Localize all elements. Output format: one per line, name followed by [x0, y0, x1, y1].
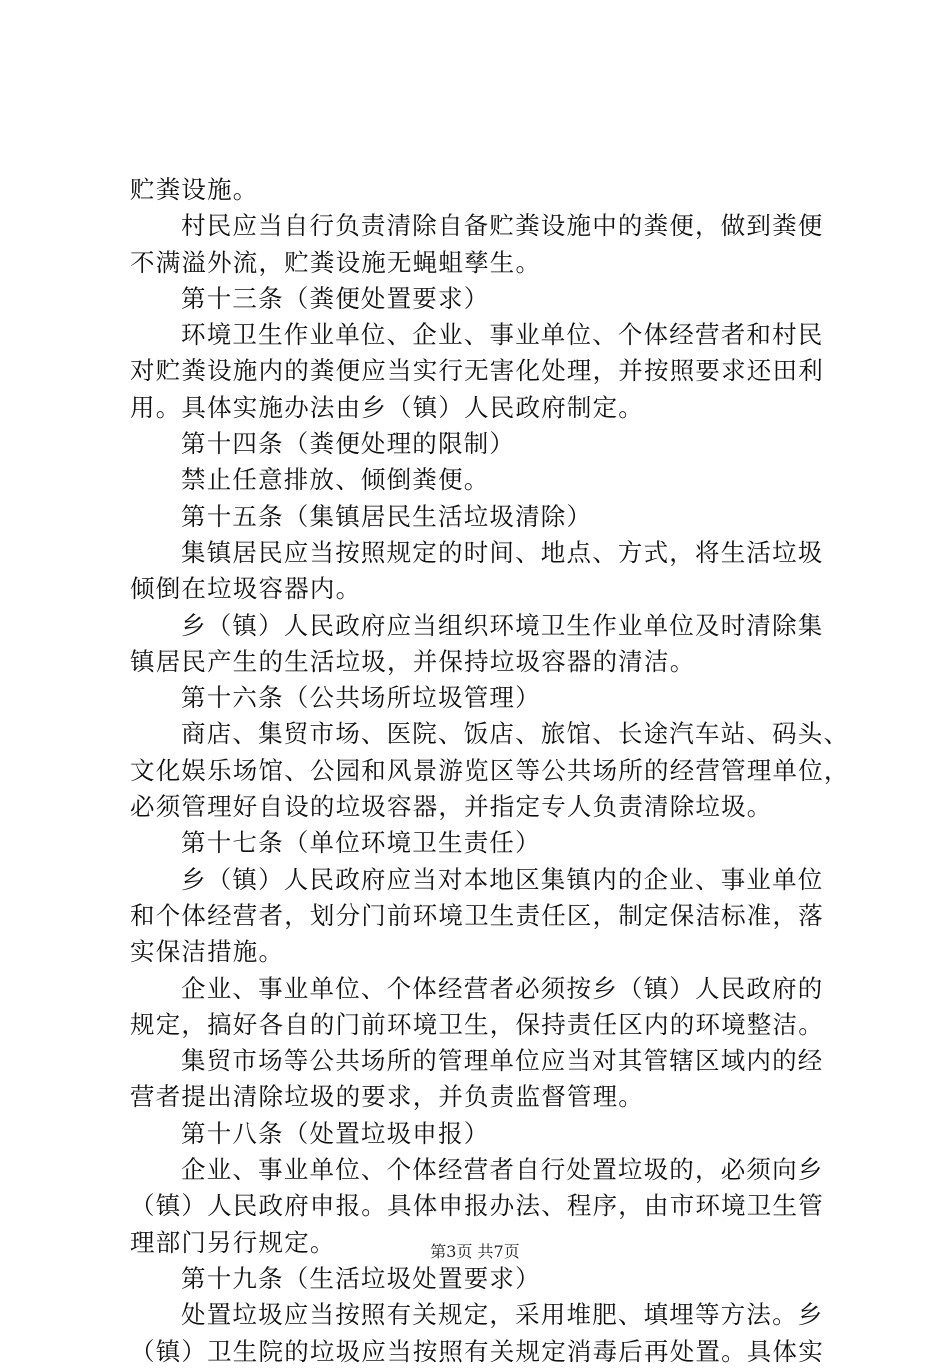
text-line: 理部门另行规定。 — [130, 1227, 336, 1257]
text-line: 倾倒在垃圾容器内。 — [130, 574, 362, 604]
page-number: 第3页 共7页 — [430, 1242, 520, 1261]
text-line: 贮粪设施。 — [130, 175, 259, 204]
text-line: 用。具体实施办法由乡（镇）人民政府制定。 — [130, 392, 644, 422]
text-line: 规定，搞好各自的门前环境卫生，保持责任区内的环境整洁。 — [130, 1009, 824, 1039]
text-line: 文化娱乐场馆、公园和风景游览区等公共场所的经营管理单位， — [130, 755, 850, 785]
article-heading: 第十五条（集镇居民生活垃圾清除） — [181, 501, 593, 531]
text-line: （镇）人民政府申报。具体申报办法、程序，由市环境卫生管 — [130, 1191, 824, 1221]
text-line: 企业、事业单位、个体经营者自行处置垃圾的，必须向乡 — [181, 1155, 824, 1185]
text-line: 企业、事业单位、个体经营者必须按乡（镇）人民政府的 — [181, 973, 824, 1003]
text-line: 集贸市场等公共场所的管理单位应当对其管辖区域内的经 — [181, 1046, 824, 1076]
text-line: 和个体经营者，划分门前环境卫生责任区，制定保洁标准，落 — [130, 900, 824, 930]
text-line: 实保洁措施。 — [130, 937, 285, 967]
text-line: 对贮粪设施内的粪便应当实行无害化处理，并按照要求还田利 — [130, 356, 824, 386]
text-line: （镇）卫生院的垃圾应当按照有关规定消毒后再处置。具体实 — [130, 1336, 824, 1366]
text-line: 商店、集贸市场、医院、饭店、旅馆、长途汽车站、码头、 — [181, 719, 850, 749]
article-heading: 第十八条（处置垃圾申报） — [181, 1118, 490, 1148]
article-heading: 第十三条（粪便处置要求） — [181, 283, 490, 313]
text-line: 禁止任意排放、倾倒粪便。 — [181, 465, 490, 495]
document-body — [130, 172, 850, 1370]
page-footer — [0, 1242, 950, 1262]
article-heading: 第十六条（公共场所垃圾管理） — [181, 683, 541, 713]
text-line: 乡（镇）人民政府应当组织环境卫生作业单位及时清除集 — [181, 610, 824, 640]
text-line: 乡（镇）人民政府应当对本地区集镇内的企业、事业单位 — [181, 864, 824, 894]
text-line: 不满溢外流，贮粪设施无蝇蛆孳生。 — [130, 247, 542, 277]
article-heading: 第十九条（生活垃圾处置要求） — [181, 1263, 541, 1293]
text-line: 村民应当自行负责清除自备贮粪设施中的粪便，做到粪便 — [181, 211, 824, 241]
text-line: 营者提出清除垃圾的要求，并负责监督管理。 — [130, 1082, 644, 1112]
article-heading: 第十四条（粪便处理的限制） — [181, 429, 516, 459]
text-line: 集镇居民应当按照规定的时间、地点、方式，将生活垃圾 — [181, 537, 824, 567]
article-heading: 第十七条（单位环境卫生责任） — [181, 828, 541, 858]
text-line: 必须管理好自设的垃圾容器，并指定专人负责清除垃圾。 — [130, 792, 773, 822]
text-line: 处置垃圾应当按照有关规定，采用堆肥、填埋等方法。乡 — [181, 1300, 824, 1330]
text-line: 环境卫生作业单位、企业、事业单位、个体经营者和村民 — [181, 320, 824, 350]
text-line: 镇居民产生的生活垃圾，并保持垃圾容器的清洁。 — [130, 646, 696, 676]
